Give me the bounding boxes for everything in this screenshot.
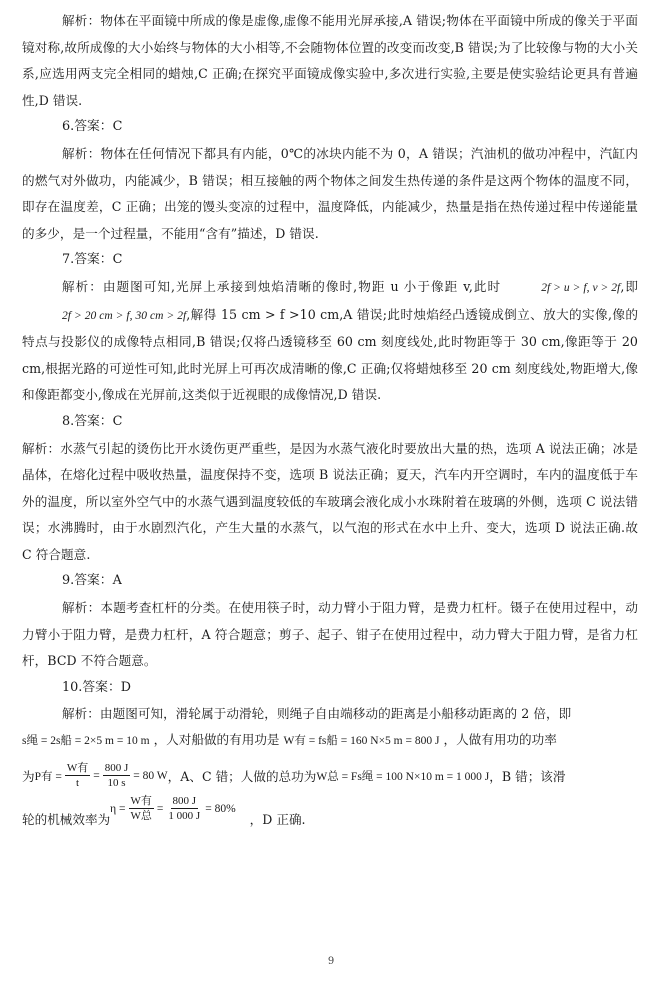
q10-text-useful: ，人对船做的有用功是 [153,732,280,748]
q10-eta-num-1: W有 [130,795,152,808]
q10-p-frac-2 [103,761,131,790]
q6-answer: 6.答案：C [62,119,123,135]
q10-p-eq: = [93,769,100,782]
q10-eta-formula [110,794,236,823]
q7-formula-1: 2f > u > f, v > 2f [541,281,621,294]
q10-eta-res: = 80% [205,802,236,815]
q10-formula-wz: W总 = Fs绳 = 100 N×10 m = 1 000 J [316,770,490,783]
q9-analysis: 解析：本题考查杠杆的分类。在使用筷子时，动力臂小于阻力臂，是费力杠杆。镊子在使用过程中，动力臂小于阻力臂，是费力杠杆，A 符合题意；剪子、起子、钳子在使用过程中，动力臂大于阻力臂，是省力杠杆，BCD 不符合题意。 [22,600,638,669]
q10-eta-frac-2 [166,794,202,823]
q10-eta-den-2: 1 000 J [168,810,201,823]
q10-formula-line-3 [22,795,638,833]
q10-eta-eq: = [156,802,164,815]
q10-p-num-2: 800 J [104,762,129,775]
q10-analysis: 解析：由题图可知，滑轮属于动滑轮，则绳子自由端移动的距离是小船移动距离的 2 倍，即 [62,706,572,722]
q10-eta-num-2: 800 J [172,795,197,808]
q10-eta-frac-1 [129,794,154,823]
q10-text-power: ，人做有用功的功率 [443,732,557,748]
q7-text-3: ,解得 15 cm > f >10 cm,A 错误;此时烛焰经凸透镜成倒立、放大的实像,像的特点与投影仪的成像特点相同,B 错误;仅将凸透镜移至 60 cm 刻度线处,此时物距等于 30 cm,像距等于 20 cm,根据光路的可逆性可知,此时光屏上可再次成清晰的像,C 正确;仅将蜡烛移至 20 cm 刻度线处,物距增大,像和像距都变小,像成在光屏前,这类似于近视眼的成像情况,D 错误. [22,306,638,403]
q10-eta-den-1: W总 [130,810,152,823]
q10-answer: 10.答案：D [62,679,132,695]
q10-text-eff: 轮的机械效率为 [22,812,111,828]
q7-formula-2: 2f > 20 cm > f, 30 cm > 2f [62,309,187,322]
q10-formula-line-2 [22,761,638,790]
q10-p-den-2: 10 s [107,777,126,790]
q7-answer: 7.答案：C [62,252,123,268]
q5-analysis: 解析：物体在平面镜中所成的像是虚像,虚像不能用光屏承接,A 错误;物体在平面镜中所成的像关于平面镜对称,故所成像的大小始终与物体的大小相等,不会随物体位置的改变而改变,B 错误;为了比较像与物的大小关系,应选用两支完全相同的蜡烛,C 正确;在探究平面镜成像实验中,多次进行实验,主要是使实验结论更具有普遍性,D 错误. [22,13,638,108]
q8-analysis: 解析：水蒸气引起的烫伤比开水烫伤更严重些，是因为水蒸气液化时要放出大量的热，选项 A 说法正确；冰是晶体，在熔化过程中吸收热量，温度保持不变，选项 B 说法正确；夏天，汽车内开空调时，车内的温度低于车外的温度，所以室外空气中的水蒸气遇到温度较低的车玻璃会液化成小水珠附着在玻璃的外侧，选项 C 说法错误；水沸腾时，由于水剧烈汽化，产生大量的水蒸气，以气泡的形式在水中上升、变大，选项 D 说法正确.故 C 符合题意. [22,440,638,562]
q10-p-num-1: W有 [66,762,89,775]
q7-analysis [22,274,638,409]
q7-text-1: 解析：由题图可知,光屏上承接到烛焰清晰的像时,物距 u 小于像距 v,此时 [62,278,502,294]
q6-analysis: 解析：物体在任何情况下都具有内能，0℃的冰块内能不为 0，A 错误；汽油机的做功冲程中，汽缸内的燃气对外做功，内能减少，B 错误；相互接触的两个物体之间发生热传递的条件是这两个物体的温度不同，即存在温度差，C 正确；出笼的馒头变凉的过程中，温度降低，内能减少，热量是指在热传递过程中传递能量的多少，是一个过程量，不能用“含有”描述，D 错误. [22,145,638,241]
q10-p-res: = 80 W [133,769,168,782]
q10-formula-w: W有 = fs船 = 160 N×5 m = 800 J [283,735,440,748]
q10-power-formula [35,761,168,790]
q7-text-2: ,即 [620,278,638,294]
q10-text-wei: 为 [22,769,35,785]
q10-p-lhs: P有 = [34,770,62,783]
q10-p-den-1: t [76,777,80,790]
q10-formula-s: s绳 = 2s船 = 2×5 m = 10 m [22,735,150,748]
q10-formula-line-1 [22,728,638,753]
q10-p-frac-1 [65,761,90,790]
q9-answer: 9.答案：A [62,573,122,589]
q10-text-d: ，D 正确. [249,812,306,828]
q8-answer: 8.答案：C [62,413,123,429]
q10-text-b: ，B 错；该滑 [489,769,566,785]
page-number: 9 [327,956,335,967]
q10-eta-lhs: η = [110,802,126,815]
q10-text-ac: ，A、C 错；人做的总功为 [167,769,317,785]
